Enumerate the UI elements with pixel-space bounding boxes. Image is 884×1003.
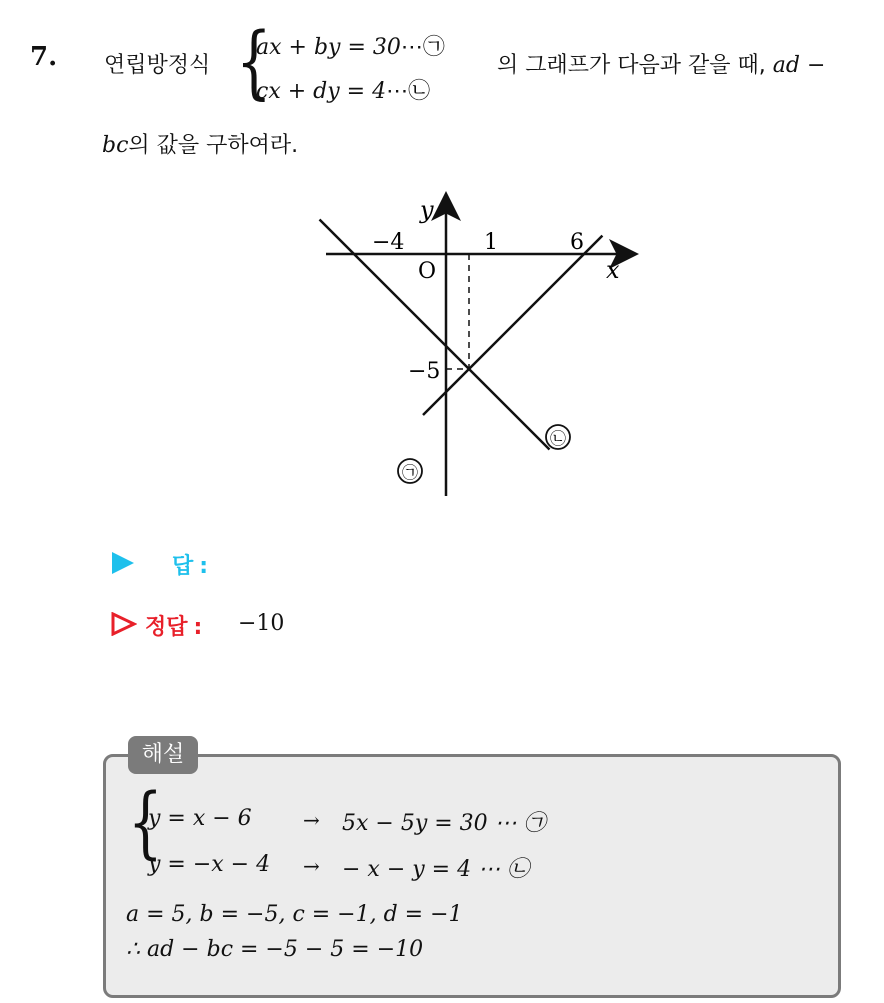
solution-line4: ∴ ad − bc = −5 − 5 = −10 xyxy=(126,937,424,962)
tick-label-1: 1 xyxy=(484,230,498,255)
question-line2-math: bc xyxy=(102,133,129,158)
solution-line3: a = 5, b = −5, c = −1, d = −1 xyxy=(126,902,463,927)
question-suffix: 의 그래프가 다음과 같을 때, ad − xyxy=(497,53,826,78)
solution-tag: 해설 xyxy=(128,736,198,774)
line-1 xyxy=(423,236,602,415)
solution-line2-right: − x − y = 4 ⋯ ㉡ xyxy=(342,857,530,882)
solution-line2-left: y = −x − 4 xyxy=(148,852,271,877)
tick-label-neg5: −5 xyxy=(408,359,441,384)
equation-2: cx + dy = 4⋯㉡ xyxy=(256,79,431,104)
correct-label xyxy=(145,610,202,641)
solution-line2-arrow: → xyxy=(303,854,320,878)
answer-label xyxy=(172,549,208,580)
equation-1: ax + by = 30⋯㉠ xyxy=(256,35,445,60)
tick-label-neg4: −4 xyxy=(372,230,405,255)
correct-colon: : xyxy=(193,615,203,640)
answer-triangle-icon xyxy=(112,552,134,574)
question-prefix: 연립방정식 xyxy=(104,53,211,78)
line-1-label: ㉠ xyxy=(401,463,419,482)
answer-colon: : xyxy=(199,554,209,579)
system-brace: { xyxy=(236,15,272,108)
solution-line1-left: y = x − 6 xyxy=(148,806,252,831)
solution-line1-right: 5x − 5y = 30 ⋯ ㉠ xyxy=(342,811,546,836)
correct-value: −10 xyxy=(238,611,285,636)
correct-label-text: 정답 xyxy=(145,615,188,640)
question-number: 7. xyxy=(30,42,58,72)
correct-triangle-icon xyxy=(111,612,137,636)
origin-label: O xyxy=(418,259,437,284)
answer-label-text: 답 xyxy=(172,554,194,579)
y-axis-label: y xyxy=(420,196,434,224)
x-axis-label: x xyxy=(606,256,620,284)
question-line-2: bc의 값을 구하여라. xyxy=(102,133,299,158)
question-suffix-math: ad − xyxy=(772,53,826,78)
tick-label-6: 6 xyxy=(570,230,584,255)
line-2-label: ㉡ xyxy=(549,429,567,448)
solution-brace: { xyxy=(128,778,163,868)
solution-line1-arrow: → xyxy=(303,808,320,832)
